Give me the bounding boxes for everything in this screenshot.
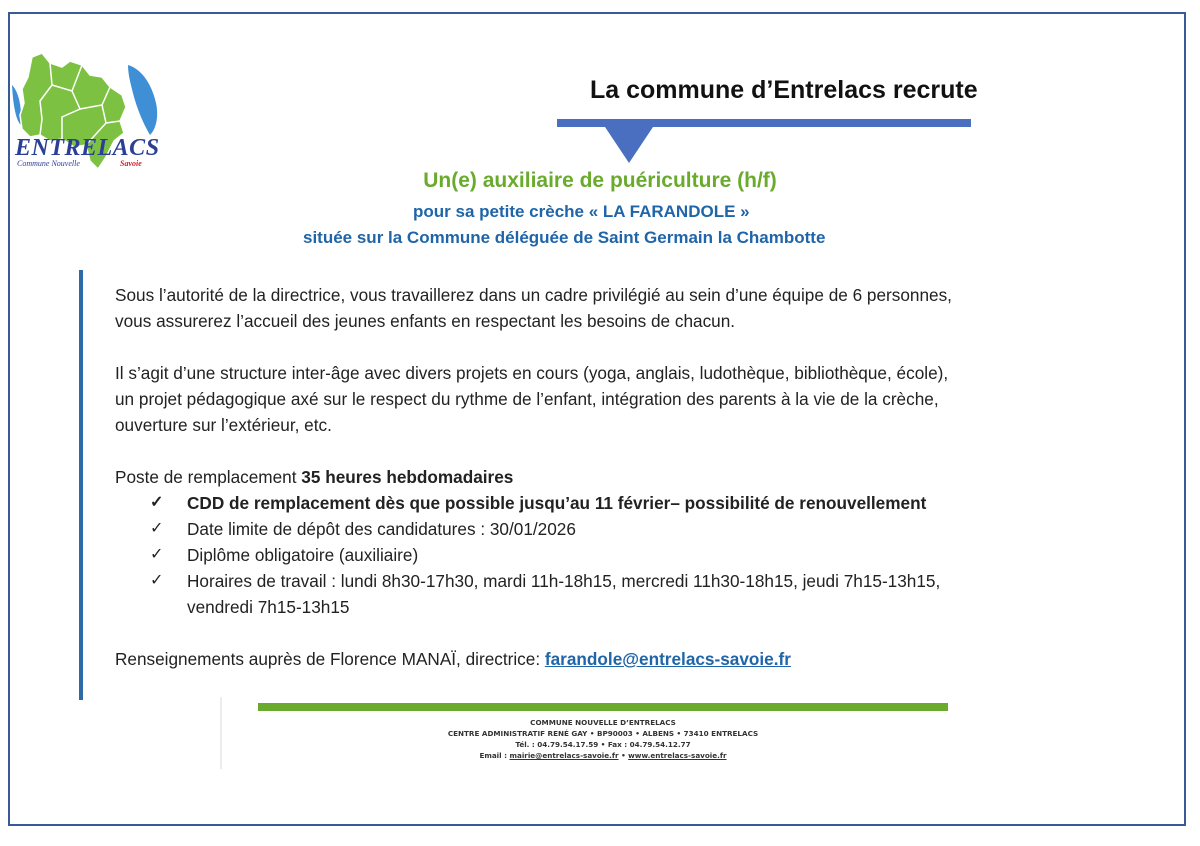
check-icon: ✓ [150, 520, 164, 537]
contact-line [115, 646, 1115, 672]
contact-prefix: Renseignements auprès de Florence MANAÏ, directrice: [115, 649, 545, 669]
footer-phone: Tél. : 04.79.54.17.59 • Fax : 04.79.54.12.77 [515, 740, 691, 749]
footer-divider [220, 697, 222, 769]
job-subtitle-location: située sur la Commune déléguée de Saint Germain la Chambotte [303, 228, 826, 247]
post-hours: 35 heures hebdomadaires [301, 467, 514, 487]
job-description [115, 282, 1115, 672]
intro-line-1: Sous l’autorité de la directrice, vous travaillerez dans un cadre privilégié au sein d’une équipe de 6 personnes, [115, 285, 952, 305]
structure-line-2: un projet pédagogique axé sur le respect du rythme de l’enfant, intégration des parents à la vie de la crèche, [115, 389, 939, 409]
list-item-text-cont: vendredi 7h15-13h15 [187, 597, 350, 617]
check-icon: ✓ [150, 572, 164, 589]
footer-email-label: Email : [479, 751, 510, 760]
list-item-text: Diplôme obligatoire (auxiliaire) [187, 545, 419, 565]
title-underline-bar [557, 119, 971, 127]
footer-bar [258, 703, 948, 711]
footer-org-name: COMMUNE NOUVELLE D’ENTRELACS [530, 718, 676, 727]
footer-website-link[interactable]: www.entrelacs-savoie.fr [628, 751, 727, 760]
list-item-text: CDD de remplacement dès que possible jusqu’au 11 février– possibilité de renouvellement [187, 493, 927, 513]
job-subtitle-creche: pour sa petite crèche « LA FARANDOLE » [413, 202, 750, 221]
footer-separator: • [618, 751, 629, 760]
list-item-text: Horaires de travail : lundi 8h30-17h30, mardi 11h-18h15, mercredi 11h30-18h15, jeudi 7h15-13h15, [187, 571, 941, 591]
list-item [150, 516, 1115, 542]
contact-email-link[interactable]: farandole@entrelacs-savoie.fr [544, 649, 791, 669]
structure-line-3: ouverture sur l’extérieur, etc. [115, 415, 332, 435]
intro-line-2: vous assurerez l’accueil des jeunes enfants en respectant les besoins de chacun. [115, 311, 736, 331]
list-item [150, 542, 1115, 568]
lake-shape [128, 65, 157, 135]
logo-region: Savoie [120, 159, 142, 168]
footer-contact [258, 750, 948, 761]
logo-subtitle: Commune Nouvelle [17, 159, 80, 168]
check-icon: ✓ [150, 494, 164, 511]
content-side-rule [79, 270, 83, 700]
footer-address: CENTRE ADMINISTRATIF RENÉ GAY • BP90003 • ALBENS • 73410 ENTRELACS [447, 729, 759, 738]
post-line [115, 464, 1115, 490]
logo-name: ENTRELACS [15, 135, 160, 161]
footer-email-link[interactable]: mairie@entrelacs-savoie.fr [509, 751, 619, 760]
lake-shape-small [12, 85, 21, 125]
list-item [150, 490, 1115, 516]
conditions-list [115, 490, 1115, 620]
job-title: Un(e) auxiliaire de puériculture (h/f) [423, 169, 777, 192]
page-title: La commune d’Entrelacs recrute [590, 76, 978, 104]
post-prefix: Poste de remplacement [115, 467, 302, 487]
list-item [150, 568, 1115, 620]
footer [258, 717, 948, 761]
structure-line-1: Il s’agit d’une structure inter-âge avec divers projets en cours (yoga, anglais, ludothèque, bibliothèque, école), [115, 363, 949, 383]
title-arrow-icon [605, 127, 653, 163]
check-icon: ✓ [150, 546, 164, 563]
list-item-text: Date limite de dépôt des candidatures : 30/01/2026 [187, 519, 576, 539]
